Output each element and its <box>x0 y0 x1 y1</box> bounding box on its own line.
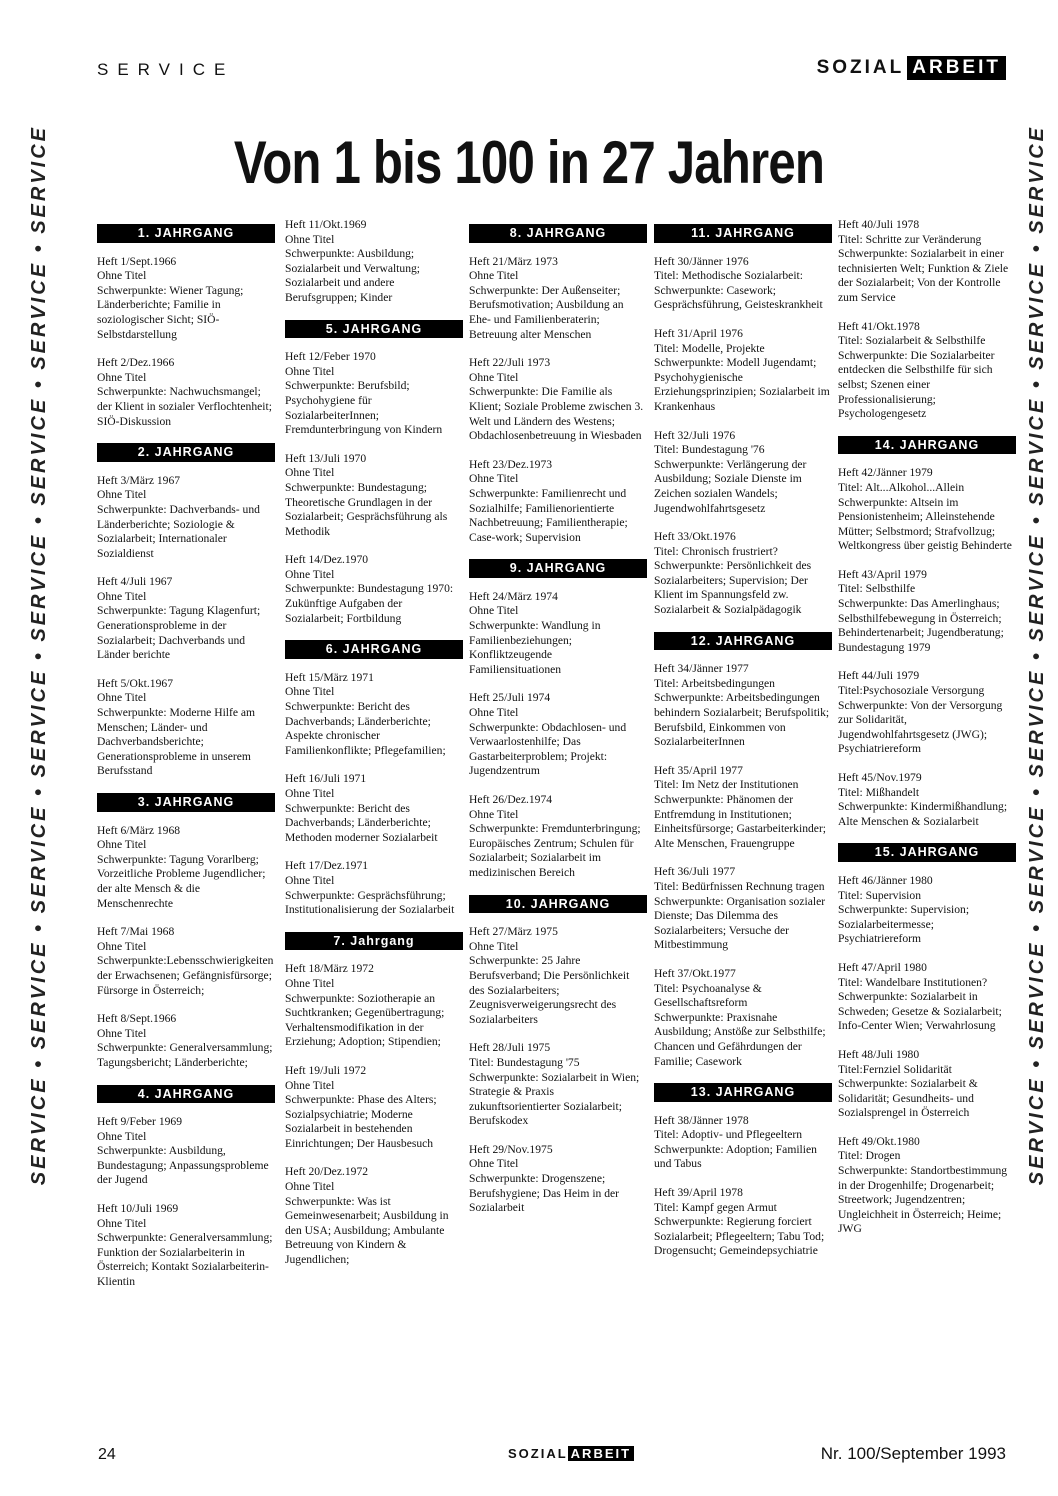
issue-entry <box>838 466 1016 554</box>
issue-entry <box>97 824 275 912</box>
issue-entry <box>97 677 275 779</box>
column-3 <box>469 218 647 1230</box>
issue-topics: Schwerpunkte: Arbeitsbedingungen behindern Sozialarbeit; Berufspolitik; Berufsbild, Einkommen von SozialarbeiterInnen <box>654 691 830 749</box>
issue-title: Titel: Arbeitsbedingungen <box>654 676 775 690</box>
issue-number: Heft 5/Okt.1967 <box>97 676 173 690</box>
issue-topics: Schwerpunkte: Sozialarbeit & Solidarität; Gesundheits- und Sozialsprengel in Österreich <box>838 1077 978 1120</box>
issue-topics: Schwerpunkte: Casework; Gesprächsführung, Geisteskrankheit <box>654 283 823 312</box>
side-banner-left <box>28 125 54 1465</box>
issue-number: Heft 38/Jänner 1978 <box>654 1113 749 1127</box>
issue-label: Nr. 100/September 1993 <box>820 1444 1006 1463</box>
issue-title: Titel: Im Netz der Institutionen <box>654 778 799 792</box>
jahrgang-heading: 2. JAHRGANG <box>97 443 275 462</box>
issue-entry <box>469 793 647 881</box>
issue-entry <box>838 218 1016 306</box>
issue-number: Heft 8/Sept.1966 <box>97 1012 177 1026</box>
magazine-logo <box>814 56 1006 80</box>
issue-title: Ohne Titel <box>469 269 519 283</box>
issue-entry <box>469 458 647 546</box>
issue-title: Ohne Titel <box>285 1078 335 1092</box>
issue-number: Heft 7/Mai 1968 <box>97 925 175 939</box>
issue-topics: Schwerpunkte: Organisation sozialer Dienste; Das Dilemma des Sozialarbeiters; Versuche der Mitbestimmung <box>654 894 826 952</box>
issue-topics: Schwerpunkte: Wandlung in Familienbeziehungen; Konfliktzeugende Familiensituationen <box>469 619 601 676</box>
issue-topics: Schwerpunkte: Supervision; Sozialarbeitermesse; Psychiatriereform <box>838 903 970 946</box>
page-number: 24 <box>98 1446 116 1463</box>
issue-title: Ohne Titel <box>97 1129 147 1143</box>
issue-topics: Schwerpunkte: Bundestagung; Theoretische Grundlagen in der Sozialarbeit; Gesprächsführung als Methodik <box>285 480 448 538</box>
issue-entry <box>654 764 832 852</box>
issue-topics: Schwerpunkte: Was ist Gemeinwesenarbeit; Ausbildung in den USA; Ausbildung; Ambulante Betreuung von Kindern & Jugendlichen; <box>285 1194 449 1267</box>
issue-title: Titel: Methodische Sozialarbeit: <box>654 269 803 283</box>
issue-topics: Schwerpunkte: Sozialarbeit in einer technisierten Welt; Funktion & Ziele der Sozialarbeit; Von der Kontrolle zum Service <box>838 247 1009 304</box>
jahrgang-heading: 10. JAHRGANG <box>469 895 647 914</box>
jahrgang-heading: 5. JAHRGANG <box>285 320 463 339</box>
issue-topics: Schwerpunkte: Persönlichkeit des Sozialarbeiters; Supervision; Der Klient im Spannungsfeld zw. Sozialarbeit & Sozialpädagogik <box>654 559 812 617</box>
issue-number: Heft 35/April 1977 <box>654 763 743 777</box>
issue-number: Heft 44/Juli 1979 <box>838 669 920 683</box>
issue-topics: Schwerpunkte: Dachverbands- und Länderberichte; Soziologie & Sozialarbeit; Internationaler Sozialdienst <box>97 502 260 560</box>
issue-entry <box>285 772 463 845</box>
issue-topics: Schwerpunkte: Modell Jugendamt; Psychohygienische Erziehungsprinzipien; Sozialarbeit im Krankenhaus <box>654 356 830 413</box>
issue-title: Ohne Titel <box>469 939 519 953</box>
issue-entry <box>97 925 275 998</box>
issue-entry <box>654 1114 832 1172</box>
issue-entry <box>97 255 275 343</box>
issue-number: Heft 1/Sept.1966 <box>97 254 177 268</box>
issue-number: Heft 11/Okt.1969 <box>285 218 367 231</box>
issue-entry <box>654 429 832 517</box>
issue-title: Titel: Selbsthilfe <box>838 582 916 596</box>
footer-logo-sozial: SOZIAL <box>508 1446 568 1461</box>
issue-number: Heft 6/März 1968 <box>97 823 181 837</box>
issue-entry <box>285 1165 463 1267</box>
side-banner-right <box>1026 125 1052 1465</box>
issue-number: Heft 9/Feber 1969 <box>97 1115 183 1129</box>
issue-title: Titel: Sozialarbeit & Selbsthilfe <box>838 334 986 348</box>
issue-title: Ohne Titel <box>285 466 335 480</box>
issue-number: Heft 21/März 1973 <box>469 254 558 268</box>
issue-title: Titel:Psychosoziale Versorgung <box>838 684 985 698</box>
column-2 <box>285 218 463 1282</box>
issue-title: Ohne Titel <box>97 838 147 852</box>
jahrgang-heading: 11. JAHRGANG <box>654 224 832 243</box>
column-4 <box>654 218 832 1273</box>
issue-topics: Schwerpunkte: Nachwuchsmangel; der Klient in sozialer Verflochtenheit; SIÖ-Diskussion <box>97 385 272 428</box>
issue-number: Heft 27/März 1975 <box>469 925 558 939</box>
issue-title: Titel: Schritte zur Veränderung <box>838 232 982 246</box>
issue-number: Heft 37/Okt.1977 <box>654 966 736 980</box>
jahrgang-heading: 1. JAHRGANG <box>97 224 275 243</box>
issue-topics: Schwerpunkte: Kindermißhandlung; Alte Menschen & Sozialarbeit <box>838 800 1008 828</box>
issue-entry <box>469 255 647 343</box>
issue-entry <box>97 356 275 429</box>
issue-title: Titel: Psychoanalyse & Gesellschaftsreform <box>654 981 762 1010</box>
issue-topics: Schwerpunkte: Die Sozialarbeiter entdecken die Selbsthilfe für sich selbst; Szenen einer Professionalisierung; Psychologengesetz <box>838 348 995 421</box>
issue-number: Heft 28/Juli 1975 <box>469 1041 551 1055</box>
issue-topics: Schwerpunkte: Von der Versorgung zur Solidarität, Jugendwohlfahrtsgesetz (JWG); Psychiatriereform <box>838 698 1003 756</box>
issue-entry <box>654 967 832 1069</box>
issue-entry <box>285 452 463 540</box>
issue-title: Titel: Supervision <box>838 888 921 902</box>
issue-title: Titel: Mißhandelt <box>838 785 920 799</box>
side-banner-text: SERVICE • SERVICE • SERVICE • SERVICE • SERVICE • SERVICE • SERVICE • SERVICE <box>28 125 50 1186</box>
issue-number: Heft 3/März 1967 <box>97 473 181 487</box>
issue-title: Ohne Titel <box>285 976 335 990</box>
issue-number: Heft 47/April 1980 <box>838 960 927 974</box>
jahrgang-heading: 14. JAHRGANG <box>838 436 1016 455</box>
issue-topics: Schwerpunkte: Das Amerlinghaus; Selbsthilfebewegung in Österreich; Behindertenarbeit; Jugendberatung; Bundestagung 1979 <box>838 597 1004 654</box>
issue-number: Heft 22/Juli 1973 <box>469 356 551 370</box>
issue-topics: Schwerpunkte: 25 Jahre Berufsverband; Die Persönlichkeit des Sozialarbeiters; Zeugnisverweigerungsrecht des Sozialarbeiters <box>469 954 630 1026</box>
issue-topics: Schwerpunkte: Der Außenseiter; Berufsmotivation; Ausbildung an Ehe- und Familienberaterin; Betreuung alter Menschen <box>469 283 624 341</box>
issue-title: Ohne Titel <box>285 1180 335 1194</box>
issue-topics: Schwerpunkte: Bericht des Dachverbands; Länderberichte; Aspekte chronischer Familienkonflikte; Pflegefamilien; <box>285 700 446 757</box>
issue-entry <box>97 1202 275 1290</box>
issue-number: Heft 4/Juli 1967 <box>97 575 173 589</box>
side-banner-text: SERVICE • SERVICE • SERVICE • SERVICE • SERVICE • SERVICE • SERVICE • SERVICE <box>1026 125 1048 1186</box>
issue-title: Titel: Kampf gegen Armut <box>654 1200 777 1214</box>
column-1 <box>97 218 275 1304</box>
issue-topics: Schwerpunkte: Fremdunterbringung; Europäisches Zentrum; Schulen für Sozialarbeit; Sozialarbeit im medizinischen Bereich <box>469 822 641 879</box>
issue-entry <box>285 218 463 306</box>
issue-title: Ohne Titel <box>97 1216 147 1230</box>
issue-title: Ohne Titel <box>469 807 519 821</box>
jahrgang-heading: 6. JAHRGANG <box>285 640 463 659</box>
issue-entry <box>838 771 1016 829</box>
logo-part-arbeit: ARBEIT <box>907 56 1006 80</box>
issue-topics: Schwerpunkte: Die Familie als Klient; Soziale Probleme zwischen 3. Welt und Ländern des Westens; Obdachlosenbetreuung in Wiesbaden <box>469 385 644 443</box>
issue-topics: Schwerpunkte: Tagung Vorarlberg; Vorzeitliche Probleme Jugendlicher; der alte Mensch & die Menschenrechte <box>97 852 266 910</box>
jahrgang-heading: 15. JAHRGANG <box>838 843 1016 862</box>
issue-entry <box>285 671 463 759</box>
issue-topics: Schwerpunkte: Berufsbild; Psychohygiene für SozialarbeiterInnen; Fremdunterbringung von Kindern <box>285 379 443 437</box>
issue-title: Ohne Titel <box>97 488 147 502</box>
issue-entry <box>654 865 832 953</box>
jahrgang-heading: 13. JAHRGANG <box>654 1083 832 1102</box>
issue-title: Ohne Titel <box>285 873 335 887</box>
issue-number: Heft 39/April 1978 <box>654 1186 743 1200</box>
issue-entry <box>469 691 647 779</box>
issue-topics: Schwerpunkte: Moderne Hilfe am Menschen; Länder- und Dachverbandsberichte; Generationsprobleme in unserem Berufsstand <box>97 706 256 778</box>
issue-entry <box>469 925 647 1027</box>
issue-topics: Schwerpunkte: Generalversammlung; Funktion der Sozialarbeiterin in Österreich; Kontakt Sozialarbeiterin-Klientin <box>97 1231 273 1289</box>
issue-title: Ohne Titel <box>97 269 147 283</box>
issue-entry <box>838 961 1016 1034</box>
issue-number: Heft 43/April 1979 <box>838 567 927 581</box>
jahrgang-heading: 7. Jahrgang <box>285 932 463 951</box>
issue-number: Heft 41/Okt.1978 <box>838 319 920 333</box>
issue-entry <box>838 568 1016 656</box>
issue-title: Ohne Titel <box>285 364 335 378</box>
issue-topics: Schwerpunkte: Adoption; Familien und Tabus <box>654 1142 817 1171</box>
issue-number: Heft 32/Juli 1976 <box>654 428 736 442</box>
issue-title: Ohne Titel <box>285 685 335 699</box>
footer-logo-arbeit: ARBEIT <box>568 1446 634 1461</box>
issue-number: Heft 33/Okt.1976 <box>654 530 736 544</box>
issue-title: Ohne Titel <box>469 1157 519 1171</box>
issue-entry <box>97 1115 275 1188</box>
page-title: Von 1 bis 100 in 27 Jahren <box>233 129 825 196</box>
issue-topics: Schwerpunkte: Familienrecht und Sozialhilfe; Familienorientierte Nachbetreuung; Familientherapie; Case-work; Supervision <box>469 486 628 544</box>
issue-number: Heft 10/Juli 1969 <box>97 1202 179 1216</box>
issue-topics: Schwerpunkte: Soziotherapie an Suchtkranken; Gegenübertragung; Verhaltensmodifikation in der Erziehung; Adoption; Stipendien; <box>285 991 445 1049</box>
issue-entry <box>285 350 463 438</box>
issue-topics: Schwerpunkte: Ausbildung; Sozialarbeit und Verwaltung; Sozialarbeit und andere Berufsgruppen; Kinder <box>285 247 421 304</box>
issue-entry <box>654 530 832 618</box>
issue-title: Ohne Titel <box>469 604 519 618</box>
issue-topics: Schwerpunkte: Ausbildung, Bundestagung; Anpassungsprobleme der Jugend <box>97 1144 269 1187</box>
issue-number: Heft 25/Juli 1974 <box>469 691 551 705</box>
issue-entry <box>654 255 832 313</box>
issue-entry <box>285 1064 463 1152</box>
issue-number: Heft 13/Juli 1970 <box>285 451 367 465</box>
issue-entry <box>838 1048 1016 1121</box>
issue-entry <box>97 1012 275 1070</box>
issue-topics: Schwerpunkte: Bericht des Dachverbands; Länderberichte; Methoden moderner Sozialarbeit <box>285 801 438 844</box>
issue-title: Ohne Titel <box>285 232 335 246</box>
issue-topics: Schwerpunkte: Generalversammlung; Tagungsbericht; Länderberichte; <box>97 1041 273 1069</box>
issue-number: Heft 30/Jänner 1976 <box>654 254 749 268</box>
issue-title: Ohne Titel <box>469 706 519 720</box>
issue-entry <box>469 590 647 678</box>
issue-entry <box>285 553 463 626</box>
jahrgang-heading: 8. JAHRGANG <box>469 224 647 243</box>
issue-topics: Schwerpunkte: Wiener Tagung; Länderberichte; Familie in soziologischer Sicht; SIÖ-Selbstdarstellung <box>97 283 244 341</box>
issue-number: Heft 40/Juli 1978 <box>838 218 920 231</box>
issue-topics: Schwerpunkte: Obdachlosen- und Verwaarlostenhilfe; Das Gastarbeiterproblem; Projekt: Jugendzentrum <box>469 720 627 778</box>
issue-number: Heft 19/Juli 1972 <box>285 1063 367 1077</box>
issue-topics: Schwerpunkte:Lebensschwierigkeiten der Erwachsenen; Gefängnisfürsorge; Fürsorge in Österreich; <box>97 954 274 997</box>
issue-topics: Schwerpunkte: Praxisnahe Ausbildung; Anstöße zur Selbsthilfe; Chancen und Gefährdungen der Familie; Casework <box>654 1010 826 1068</box>
issue-entry <box>285 962 463 1050</box>
issue-entry <box>654 327 832 415</box>
issue-number: Heft 31/April 1976 <box>654 326 743 340</box>
issue-number: Heft 29/Nov.1975 <box>469 1142 553 1156</box>
issue-topics: Schwerpunkte: Phänomen der Entfremdung in Institutionen; Einheitsfürsorge; Gastarbeiterkinder; Alte Menschen, Frauengruppe <box>654 793 827 850</box>
issue-topics: Schwerpunkte: Gesprächsführung; Institutionalisierung der Sozialarbeit <box>285 888 455 917</box>
issue-title: Ohne Titel <box>97 1026 147 1040</box>
issue-number: Heft 17/Dez.1971 <box>285 859 369 873</box>
issue-entry <box>654 662 832 750</box>
issue-number: Heft 24/März 1974 <box>469 589 558 603</box>
jahrgang-heading: 3. JAHRGANG <box>97 793 275 812</box>
issue-title: Ohne Titel <box>469 370 519 384</box>
issue-entry <box>838 669 1016 757</box>
issue-number: Heft 23/Dez.1973 <box>469 457 553 471</box>
issue-topics: Schwerpunkte: Verlängerung der Ausbildung; Soziale Dienste im Zeichen sozialen Wandels; Jugendwohlfahrtsgesetz <box>654 457 807 515</box>
issue-entry <box>838 320 1016 422</box>
issue-topics: Schwerpunkte: Bundestagung 1970: Zukünftige Aufgaben der Sozialarbeit; Fortbildung <box>285 582 454 625</box>
issue-topics: Schwerpunkte: Regierung forciert Sozialarbeit; Pflegeeltern; Tabu Tod; Drogensucht; Gemeindepsychiatrie <box>654 1215 825 1258</box>
issue-title: Titel: Adoptiv- und Pflegeeltern <box>654 1128 803 1142</box>
issue-title: Ohne Titel <box>285 787 335 800</box>
issue-title: Titel: Bundestagung '75 <box>469 1055 580 1069</box>
issue-topics: Schwerpunkte: Altsein im Pensionistenheim; Alleinstehende Mütter; Selbstmord; Strafvollzug; Weltkongress über geistig Behinderte <box>838 495 1012 553</box>
footer-logo <box>508 1446 634 1461</box>
issue-number: Heft 34/Jänner 1977 <box>654 662 749 676</box>
issue-number: Heft 20/Dez.1972 <box>285 1165 369 1179</box>
issue-topics: Schwerpunkte: Sozialarbeit in Schweden; Gesetze & Sozialarbeit; Info-Center Wien; Verwahrlosung <box>838 990 1002 1033</box>
issue-number: Heft 14/Dez.1970 <box>285 553 369 567</box>
issue-number: Heft 45/Nov.1979 <box>838 771 922 784</box>
issue-entry <box>97 474 275 562</box>
issue-title: Titel: Chronisch frustriert? <box>654 544 778 558</box>
issue-title: Ohne Titel <box>285 567 335 581</box>
issue-title: Titel: Alt...Alkohol...Allein <box>838 480 965 494</box>
issue-title: Ohne Titel <box>97 939 147 953</box>
issue-number: Heft 2/Dez.1966 <box>97 356 175 370</box>
logo-part-sozial: SOZIAL <box>816 57 905 78</box>
issue-entry <box>469 1041 647 1129</box>
issue-topics: Schwerpunkte: Drogenszene; Berufshygiene; Das Heim in der Sozialarbeit <box>469 1172 620 1215</box>
issue-title: Ohne Titel <box>97 589 147 603</box>
issue-number: Heft 12/Feber 1970 <box>285 350 376 364</box>
issue-entry <box>838 874 1016 947</box>
issue-title: Titel: Bedürfnissen Rechnung tragen <box>654 879 825 893</box>
issue-title: Titel: Wandelbare Institutionen? <box>838 975 988 989</box>
issue-topics: Schwerpunkte: Phase des Alters; Sozialpsychiatrie; Moderne Sozialarbeit in bestehenden Einrichtungen; Der Hausbesuch <box>285 1093 437 1150</box>
issue-entry <box>469 1143 647 1216</box>
issue-number: Heft 15/März 1971 <box>285 670 374 684</box>
issue-entry <box>97 575 275 663</box>
issue-entry <box>469 356 647 444</box>
issue-entry <box>838 1135 1016 1237</box>
issue-number: Heft 49/Okt.1980 <box>838 1134 920 1148</box>
issue-number: Heft 18/März 1972 <box>285 962 374 976</box>
section-label: SERVICE <box>97 60 235 79</box>
issue-number: Heft 16/Juli 1971 <box>285 772 367 786</box>
issue-title: Ohne Titel <box>97 691 147 705</box>
issue-topics: Schwerpunkte: Tagung Klagenfurt; Generationsprobleme in der Sozialarbeit; Dachverbands und Länder berichte <box>97 604 261 662</box>
issue-number: Heft 26/Dez.1974 <box>469 793 553 806</box>
issue-entry <box>285 859 463 917</box>
issue-number: Heft 48/Juli 1980 <box>838 1047 920 1061</box>
issue-topics: Schwerpunkte: Sozialarbeit in Wien; Strategie & Praxis zukunftsorientierter Sozialarbeit; Berufskodex <box>469 1070 640 1128</box>
issue-title: Ohne Titel <box>97 370 147 384</box>
issue-title: Ohne Titel <box>469 472 519 486</box>
jahrgang-heading: 4. JAHRGANG <box>97 1085 275 1104</box>
column-5 <box>838 218 1016 1251</box>
issue-number: Heft 36/Juli 1977 <box>654 865 736 879</box>
issue-number: Heft 42/Jänner 1979 <box>838 466 933 480</box>
issue-number: Heft 46/Jänner 1980 <box>838 873 933 887</box>
issue-title: Titel: Bundestagung '76 <box>654 443 765 457</box>
issue-topics: Schwerpunkte: Standortbestimmung in der Drogenhilfe; Drogenarbeit; Streetwork; Jugendzentren; Ungleichheit in Österreich; Heime; JWG <box>838 1164 1008 1236</box>
issue-entry <box>654 1186 832 1259</box>
issue-title: Titel: Drogen <box>838 1149 901 1163</box>
jahrgang-heading: 12. JAHRGANG <box>654 632 832 651</box>
issue-title: Titel: Modelle, Projekte <box>654 341 765 355</box>
jahrgang-heading: 9. JAHRGANG <box>469 559 647 578</box>
issue-title: Titel:Fernziel Solidarität <box>838 1062 952 1076</box>
